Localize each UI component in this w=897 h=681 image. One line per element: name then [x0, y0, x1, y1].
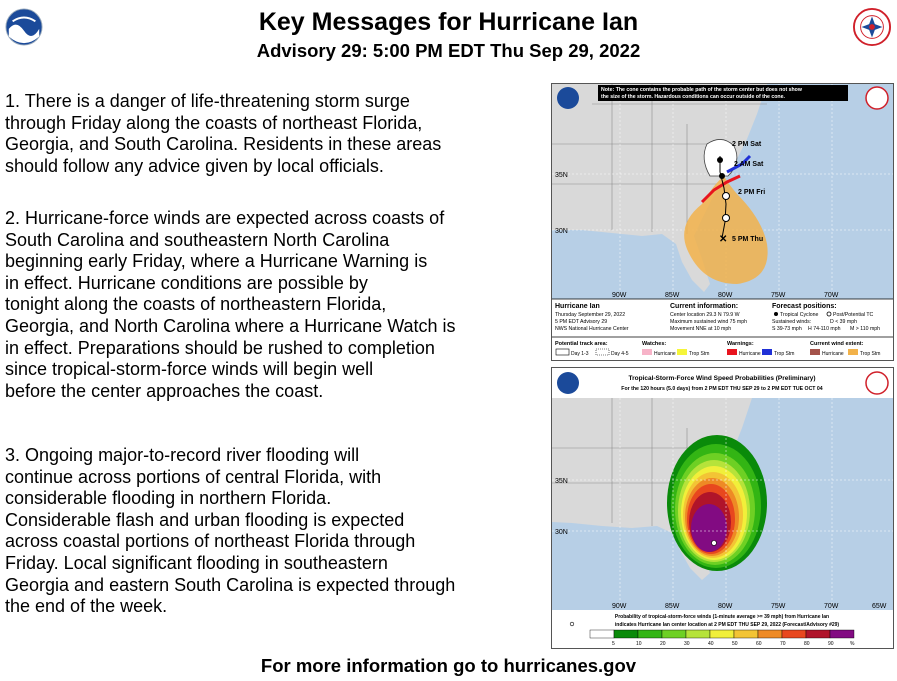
message-line: Georgia and eastern South Carolina is expected through: [5, 574, 456, 595]
lon-label: 75W: [771, 292, 786, 299]
watches-title: Watches:: [642, 341, 667, 347]
storm-name: Hurricane Ian: [555, 303, 600, 310]
extent-title: Current wind extent:: [810, 341, 864, 347]
scale-label: 70: [780, 641, 786, 647]
advisory-subtitle: Advisory 29: 5:00 PM EDT Thu Sep 29, 2022: [256, 40, 641, 61]
track-area-title: Potential track area:: [555, 341, 608, 347]
current-info-title: Current information:: [670, 303, 739, 310]
message-line: South Carolina and southeastern North Carolina: [5, 229, 390, 250]
scale-label: 10: [636, 641, 642, 647]
noaa-logo: [557, 372, 579, 394]
lon-label: 80W: [718, 292, 733, 299]
message-line: continue across portions of central Florida, with: [5, 466, 382, 487]
lon-label: 70W: [824, 292, 839, 299]
key-message-1: [5, 91, 535, 177]
nws-logo: [866, 372, 888, 394]
prob-subtitle: For the 120 hours (5.0 days) from 2 PM EDT THU SEP 29 to 2 PM EDT TUE OCT 04: [621, 386, 823, 392]
message-line: Georgia, and North Carolina where a Hurricane Watch is: [5, 315, 456, 336]
day45-swatch: [596, 349, 609, 355]
lon-label: 90W: [612, 603, 627, 610]
scale-label: 30: [684, 641, 690, 647]
scale-label: 40: [708, 641, 714, 647]
noaa-logo: [557, 87, 579, 109]
message-line: across coastal portions of northeast Florida through: [5, 531, 416, 552]
cone-map: [551, 83, 894, 361]
scale-swatch: [830, 630, 854, 638]
message-line: tonight along the coasts of northeastern Florida,: [5, 294, 387, 315]
ts-extent-label: Trop Stm: [860, 351, 881, 357]
prob-title: Tropical-Storm-Force Wind Speed Probabilities (Preliminary): [628, 375, 816, 382]
message-line: before the center approaches the coast.: [5, 380, 324, 401]
storm-center: NWS National Hurricane Center: [555, 326, 629, 332]
hurricane-watch-swatch: [642, 349, 652, 355]
message-line: Considerable flash and urban flooding is expected: [5, 509, 405, 530]
day13-swatch: [556, 349, 569, 355]
scale-swatch: [662, 630, 686, 638]
scale-label: 20: [660, 641, 666, 647]
nws-logo: [866, 87, 888, 109]
storm-advisory: 5 PM EDT Advisory 29: [555, 319, 608, 325]
ptc-icon: [827, 312, 831, 316]
forecast-point: [717, 157, 723, 163]
hurricane-watch-label: Hurricane: [654, 351, 676, 357]
center-legend-icon: [570, 622, 574, 626]
forecast-ptc: Post/Potential TC: [833, 312, 874, 318]
hurricane-warning-swatch: [727, 349, 737, 355]
current-movement: Movement NNE at 10 mph: [670, 326, 732, 332]
message-line: beginning early Friday, where a Hurricane Warning is: [5, 251, 428, 272]
scale-swatch: [734, 630, 758, 638]
forecast-point: [723, 193, 730, 200]
cone-map-graphic: [552, 84, 893, 360]
ts-watch-label: Trop Stm: [689, 351, 710, 357]
scale-swatch: [710, 630, 734, 638]
forecast-tc: Tropical Cyclone: [780, 312, 819, 318]
lon-label: 65W: [872, 603, 887, 610]
prob-footnote: Probability of tropical-storm-force winds (1-minute average >= 39 mph) from Hurricane Ian: [614, 614, 830, 620]
lat-label: 30N: [555, 228, 568, 235]
scale-swatch: [782, 630, 806, 638]
track-label: 2 PM Sat: [732, 141, 762, 148]
m-label: M > 110 mph: [850, 326, 881, 332]
cone-note-line: the size of the storm. Hazardous conditions can occur outside of the cone.: [601, 94, 785, 100]
track-label: 2 AM Sat: [734, 161, 764, 168]
message-line: 1. There is a danger of life-threatening storm surge: [5, 91, 410, 111]
scale-swatch: [614, 630, 638, 638]
current-wind: Maximum sustained wind 75 mph: [670, 319, 747, 325]
message-line: the end of the week.: [5, 596, 168, 617]
current-location: Center location 29.3 N 79.9 W: [670, 312, 740, 318]
footer-link[interactable]: For more information go to hurricanes.gov: [260, 655, 637, 676]
ts-warning-label: Trop Stm: [774, 351, 795, 357]
tc-icon: [774, 312, 778, 316]
page-title: Key Messages for Hurricane Ian: [258, 8, 639, 36]
h-label: H 74-110 mph: [808, 326, 841, 332]
ts-extent-swatch: [848, 349, 858, 355]
scale-swatch: [686, 630, 710, 638]
message-line: through Friday along the coasts of northeast Florida,: [5, 112, 423, 133]
track-label: 2 PM Fri: [738, 189, 766, 196]
day45-label: Day 4-5: [611, 351, 629, 357]
hurricane-extent-label: Hurricane: [822, 351, 844, 357]
wind-probability-map: [551, 367, 894, 649]
message-line: should follow any advice given by local officials.: [5, 155, 384, 176]
scale-swatch: [758, 630, 782, 638]
sustained-label: Sustained winds:: [772, 319, 812, 325]
scale-label: 50: [732, 641, 738, 647]
d-label: D < 39 mph: [830, 319, 857, 325]
forecast-point: [723, 215, 730, 222]
scale-label: 80: [804, 641, 810, 647]
forecast-title: Forecast positions:: [772, 303, 837, 310]
lon-label: 80W: [718, 603, 733, 610]
message-line: 2. Hurricane-force winds are expected across coasts of: [5, 208, 445, 228]
s-label: S 39-73 mph: [772, 326, 802, 332]
message-line: 3. Ongoing major-to-record river flooding will: [5, 445, 360, 465]
current-position-marker: ✕: [719, 234, 728, 245]
scale-label: %: [850, 641, 855, 647]
prob-footnote: indicates Hurricane Ian center location at 2 PM EDT THU SEP 29, 2022 (Forecast/Advisory #29): [614, 622, 840, 628]
message-line: considerable flooding in northern Florida.: [5, 488, 332, 509]
day13-label: Day 1-3: [571, 351, 589, 357]
track-label: 5 PM Thu: [732, 236, 764, 243]
scale-label: 5: [612, 641, 615, 647]
key-message-2: [5, 208, 535, 402]
forecast-point: [719, 173, 725, 179]
lat-label: 35N: [555, 172, 568, 179]
scale-label: 60: [756, 641, 762, 647]
lon-label: 90W: [612, 292, 627, 299]
hurricane-warning-label: Hurricane: [739, 351, 761, 357]
message-line: since tropical-storm-force winds will begin well: [5, 359, 374, 380]
ts-watch-swatch: [677, 349, 687, 355]
prob-contour-90: [691, 504, 727, 552]
ts-warning-swatch: [762, 349, 772, 355]
message-line: in effect. Preparations should be rushed to completion: [5, 337, 435, 358]
lon-label: 70W: [824, 603, 839, 610]
lon-label: 75W: [771, 603, 786, 610]
warnings-title: Warnings:: [727, 341, 754, 347]
scale-swatch: [638, 630, 662, 638]
storm-date: Thursday September 29, 2022: [555, 312, 626, 318]
lat-label: 35N: [555, 478, 568, 485]
hurricane-extent-swatch: [810, 349, 820, 355]
message-line: Georgia, and South Carolina. Residents in these areas: [5, 134, 442, 155]
scale-swatch: [806, 630, 830, 638]
key-message-3: [5, 445, 535, 618]
scale-label: 90: [828, 641, 834, 647]
center-marker: [712, 541, 717, 546]
cone-note-line: Note: The cone contains the probable path of the storm center but does not show: [601, 87, 802, 93]
wind-probability-graphic: [552, 368, 893, 648]
lon-label: 85W: [665, 292, 680, 299]
message-line: Friday. Local significant flooding in southeastern: [5, 552, 388, 573]
lat-label: 30N: [555, 529, 568, 536]
message-line: in effect. Hurricane conditions are possible by: [5, 272, 368, 293]
lon-label: 85W: [665, 603, 680, 610]
scale-swatch: [590, 630, 614, 638]
